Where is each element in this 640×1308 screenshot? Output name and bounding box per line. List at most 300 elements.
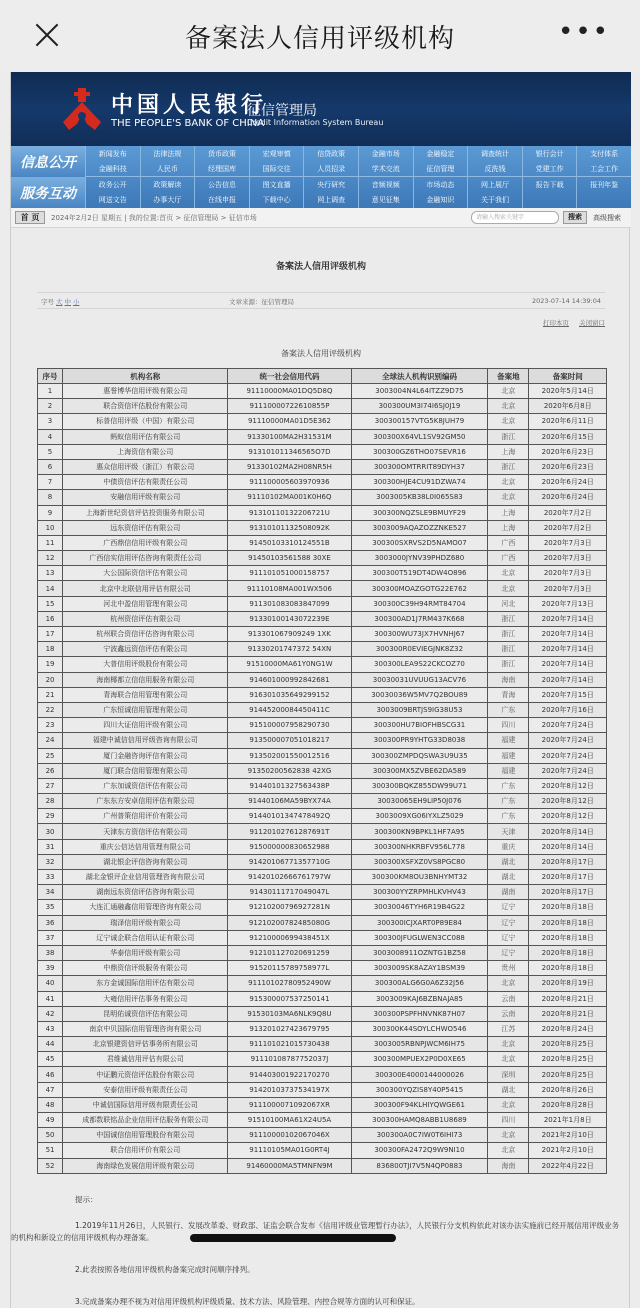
nav-item[interactable]: 新闻发布 [85, 146, 140, 161]
cell-credit-code: 914601000992842681 [228, 672, 351, 687]
cell-index: 35 [38, 900, 63, 915]
article-title: 备案法人信用评级机构 [275, 262, 366, 272]
cell-lei: 30030065EH9LIP50J076 [351, 794, 488, 809]
cell-date: 2020年8月18日 [529, 915, 607, 930]
cell-location: 广东 [488, 702, 529, 717]
cell-location: 北京 [488, 976, 529, 991]
cell-lei: 300300E4000144000026 [351, 1067, 488, 1082]
cell-name: 福建中诚信信用评级咨询有限公司 [63, 733, 228, 748]
header-date: 备案时间 [529, 369, 607, 384]
cell-index: 51 [38, 1143, 63, 1158]
nav-item[interactable]: 办事大厅 [140, 192, 195, 208]
cell-name: 辽宁诚企联合信用认证有限公司 [63, 930, 228, 945]
cell-credit-code: 915300007537250141 [228, 991, 351, 1006]
nav-item[interactable]: 网送文告 [85, 192, 140, 208]
cell-date: 2020年8月18日 [529, 961, 607, 976]
article-meta [37, 292, 605, 309]
cell-location: 浙江 [488, 657, 529, 672]
cell-name: 成都数联铭品企业信用评估服务有限公司 [63, 1113, 228, 1128]
cell-credit-code: 91120102761287691T [228, 824, 351, 839]
cell-lei: 300300HJE4CU91DZWA74 [351, 475, 488, 490]
cell-location: 重庆 [488, 839, 529, 854]
cell-lei: 300300ICJXART0P89E84 [351, 915, 488, 930]
cell-date: 2020年7月14日 [529, 642, 607, 657]
cell-date: 2020年7月14日 [529, 657, 607, 672]
cell-date: 2020年7月3日 [529, 551, 607, 566]
home-indicator [190, 1234, 396, 1242]
cell-location: 北京 [488, 566, 529, 581]
cell-credit-code: 91440106MA59BYX74A [228, 794, 351, 809]
cell-lei: 300300MX5ZVBE62DA589 [351, 763, 488, 778]
cell-index: 49 [38, 1113, 63, 1128]
cell-name: 大雍信用评估事务有限公司 [63, 991, 228, 1006]
table-row [38, 1052, 607, 1067]
table-row [38, 718, 607, 733]
table-row [38, 399, 607, 414]
cell-location: 福建 [488, 763, 529, 778]
header-index: 序号 [38, 369, 63, 384]
cell-name: 昆明佑诚资信评估有限公司 [63, 1006, 228, 1021]
cell-date: 2020年7月16日 [529, 702, 607, 717]
cell-name: 杭州联合资信评估咨询有限公司 [63, 627, 228, 642]
cell-location: 北京 [488, 475, 529, 490]
cell-location: 贵州 [488, 961, 529, 976]
cell-date: 2020年6月24日 [529, 475, 607, 490]
cell-name: 中鼎资信评级服务有限公司 [63, 961, 228, 976]
table-row [38, 459, 607, 474]
nav-item[interactable]: 党建工作 [522, 161, 577, 177]
bank-name-en: THE PEOPLE'S BANK OF CHINA [111, 118, 265, 129]
table-row [38, 961, 607, 976]
header-lei: 全球法人机构识别编码 [351, 369, 488, 384]
cell-index: 42 [38, 1006, 63, 1021]
nav-item[interactable]: 人员招录 [303, 161, 358, 177]
cell-lei: 300300ZMPDQSWA3U9U35 [351, 748, 488, 763]
nav-item[interactable]: 网上展厅 [467, 177, 522, 192]
cell-credit-code: 91445200084450411C [228, 702, 351, 717]
nav-item[interactable]: 调查统计 [467, 146, 522, 161]
cell-index: 40 [38, 976, 63, 991]
cell-credit-code: 91420102666761797W [228, 870, 351, 885]
cell-credit-code: 91450103561588 30XE [228, 551, 351, 566]
cell-location: 天津 [488, 824, 529, 839]
cell-name: 大连汇通融鑫信用管理咨询有限公司 [63, 900, 228, 915]
cell-lei: 3003004N4L64ITZZ9D75 [351, 384, 488, 399]
cell-date: 2020年6月11日 [529, 414, 607, 429]
cell-credit-code: 91520115789758977L [228, 961, 351, 976]
cell-name: 中证鹏元资信评估股份有限公司 [63, 1067, 228, 1082]
note-item: 1.2019年11月26日，人民银行、发展改革委、财政部、证监会联合发布《信用评级业管理暂行办法》，人民银行分支机构依此对该办法实施前已经开展信用评级业务的机构和新设立的信用评级机构办理备案。 [11, 1221, 620, 1242]
font-size-label: 字号 [41, 298, 54, 306]
cell-index: 10 [38, 520, 63, 535]
table-row [38, 444, 607, 459]
cell-date: 2020年8月21日 [529, 991, 607, 1006]
cell-location: 浙江 [488, 459, 529, 474]
table-row [38, 414, 607, 429]
cell-index: 25 [38, 748, 63, 763]
cell-credit-code: 911301083083847099 [228, 596, 351, 611]
nav-item[interactable]: 金融知识 [413, 192, 468, 208]
cell-credit-code: 913301067909249 1XK [228, 627, 351, 642]
cell-index: 38 [38, 945, 63, 960]
cell-index: 32 [38, 854, 63, 869]
cell-date: 2020年8月21日 [529, 1006, 607, 1021]
cell-lei: 300300NQZSLE9BMUYF29 [351, 505, 488, 520]
nav-item[interactable]: 经理国库 [194, 161, 249, 177]
cell-index: 17 [38, 627, 63, 642]
search-button[interactable]: 搜索 [563, 211, 587, 224]
cell-name: 四川大证信用评级有限公司 [63, 718, 228, 733]
table-row [38, 687, 607, 702]
table-row [38, 1113, 607, 1128]
cell-name: 蚂蚁信用评估有限公司 [63, 429, 228, 444]
cell-index: 52 [38, 1158, 63, 1173]
cell-index: 6 [38, 459, 63, 474]
cell-lei: 300300T519DT4DW4O896 [351, 566, 488, 581]
nav-item[interactable]: 市场动态 [413, 177, 468, 192]
cell-name: 河北中盈信用管理有限公司 [63, 596, 228, 611]
cell-date: 2020年8月18日 [529, 930, 607, 945]
cell-credit-code: 91420103737534197X [228, 1082, 351, 1097]
cell-location: 江苏 [488, 1021, 529, 1036]
cell-credit-code: 913502001550012516 [228, 748, 351, 763]
cell-location: 深圳 [488, 1067, 529, 1082]
nav-item[interactable]: 央行研究 [303, 177, 358, 192]
cell-index: 14 [38, 581, 63, 596]
cell-location: 浙江 [488, 429, 529, 444]
cell-name: 广东恒诚信用管理有限公司 [63, 702, 228, 717]
cell-index: 13 [38, 566, 63, 581]
table-row [38, 1097, 607, 1112]
cell-index: 30 [38, 824, 63, 839]
table-row [38, 794, 607, 809]
cell-index: 27 [38, 778, 63, 793]
table-row [38, 1037, 607, 1052]
cell-credit-code: 91110102780952490W [228, 976, 351, 991]
cell-location: 北京 [488, 490, 529, 505]
cell-credit-code: 91350200562838 42XG [228, 763, 351, 778]
cell-index: 15 [38, 596, 63, 611]
cell-name: 广西鼎信信用评级有限公司 [63, 535, 228, 550]
cell-location: 北京 [488, 1128, 529, 1143]
cell-date: 2020年6月8日 [529, 399, 607, 414]
cell-date: 2021年2月10日 [529, 1128, 607, 1143]
cell-lei: 300300HU7BIOFHBSCG31 [351, 718, 488, 733]
table-row [38, 642, 607, 657]
nav-item[interactable]: 公告信息 [194, 177, 249, 192]
cell-name: 杭州资信评估有限公司 [63, 611, 228, 626]
cell-index: 1 [38, 384, 63, 399]
nav-items [85, 146, 631, 177]
cell-credit-code: 91440101327563438P [228, 778, 351, 793]
cell-location: 湖南 [488, 885, 529, 900]
site-banner [11, 72, 631, 146]
cell-date: 2020年8月18日 [529, 945, 607, 960]
cell-lei: 300300ALG6G0A6Z32J56 [351, 976, 488, 991]
cell-date: 2020年7月24日 [529, 733, 607, 748]
cell-index: 18 [38, 642, 63, 657]
cell-index: 31 [38, 839, 63, 854]
cell-credit-code: 91110000722610855P [228, 399, 351, 414]
cell-credit-code: 91420106771357710G [228, 854, 351, 869]
nav-items [85, 177, 631, 208]
cell-lei: 3003009KAJ6BZBNAJA85 [351, 991, 488, 1006]
header-location: 备案地 [488, 369, 529, 384]
cell-credit-code: 91110000102067046X [228, 1128, 351, 1143]
cell-lei: 300300F94KLHIYQWGE61 [351, 1097, 488, 1112]
cell-name: 天津东方资信评估有限公司 [63, 824, 228, 839]
table-row [38, 870, 607, 885]
nav-item[interactable]: 法律法规 [140, 146, 195, 161]
font-size-control [41, 297, 80, 306]
cell-name: 大普信用评级股份有限公司 [63, 657, 228, 672]
cell-location: 青海 [488, 687, 529, 702]
cell-date: 2020年8月17日 [529, 885, 607, 900]
cell-lei: 300300UM3I74I6SJ0J19 [351, 399, 488, 414]
header-name: 机构名称 [63, 369, 228, 384]
cell-lei: 300300XSFXZ0VS8PGC80 [351, 854, 488, 869]
nav-item[interactable]: 下载中心 [249, 192, 304, 208]
cell-credit-code: 91210200782485080G [228, 915, 351, 930]
nav-item[interactable]: 银行会计 [522, 146, 577, 161]
more-icon[interactable]: ••• [557, 17, 610, 47]
cell-index: 39 [38, 961, 63, 976]
nav-item[interactable]: 图文直播 [249, 177, 304, 192]
breadcrumb-bar [11, 208, 631, 228]
cell-date: 2020年8月17日 [529, 870, 607, 885]
cell-name: 北京中北联信用评估有限公司 [63, 581, 228, 596]
cell-location: 北京 [488, 1052, 529, 1067]
font-size-large[interactable]: 大 [56, 298, 63, 306]
cell-index: 29 [38, 809, 63, 824]
cell-index: 12 [38, 551, 63, 566]
nav-group-title[interactable]: 信息公开 [11, 146, 85, 177]
cell-lei: 3003009BRTJS9IG38U53 [351, 702, 488, 717]
cell-index: 8 [38, 490, 63, 505]
table-row [38, 535, 607, 550]
table-row [38, 1006, 607, 1021]
nav-item[interactable]: 人民币 [140, 161, 195, 177]
table-row [38, 672, 607, 687]
table-row [38, 839, 607, 854]
cell-credit-code: 91530103MA6NLK9Q8U [228, 1006, 351, 1021]
cell-index: 19 [38, 657, 63, 672]
cell-location: 海南 [488, 1158, 529, 1173]
cell-credit-code: 914403001922170270 [228, 1067, 351, 1082]
nav-item[interactable]: 金融科技 [85, 161, 140, 177]
nav-item[interactable]: 音频视频 [358, 177, 413, 192]
table-row [38, 763, 607, 778]
table-row [38, 900, 607, 915]
nav-item[interactable]: 支付体系 [576, 146, 631, 161]
cell-lei: 30030031UVUUG13ACV76 [351, 672, 488, 687]
cell-name: 君维诚信用评估有限公司 [63, 1052, 228, 1067]
cell-name: 东方金诚国际信用评估有限公司 [63, 976, 228, 991]
cell-name: 宁波鑫远资信评估有限公司 [63, 642, 228, 657]
cell-location: 海南 [488, 672, 529, 687]
article-timestamp: 2023-07-14 14:39:04 [531, 297, 601, 305]
nav-item[interactable]: 在线申报 [194, 192, 249, 208]
cell-index: 47 [38, 1082, 63, 1097]
cell-name: 北京银建资信评估事务所有限公司 [63, 1037, 228, 1052]
cell-index: 36 [38, 915, 63, 930]
cell-name: 南京中贝国际信用管理咨询有限公司 [63, 1021, 228, 1036]
cell-name: 中诚信国际信用评级有限责任公司 [63, 1097, 228, 1112]
cell-date: 2020年6月15日 [529, 429, 607, 444]
font-size-small[interactable]: 小 [73, 298, 80, 306]
cell-lei: 300300KN9BPKL1HF7A95 [351, 824, 488, 839]
cell-date: 2020年5月14日 [529, 384, 607, 399]
cell-name: 惠誉博华信用评级有限公司 [63, 384, 228, 399]
cell-credit-code: 91110108MA001WX506 [228, 581, 351, 596]
table-header-row [38, 369, 607, 384]
table-row [38, 1158, 607, 1173]
cell-location: 辽宁 [488, 915, 529, 930]
table-row [38, 627, 607, 642]
home-button[interactable]: 首 页 [15, 211, 45, 224]
font-size-medium[interactable]: 中 [64, 298, 71, 306]
table-row [38, 1082, 607, 1097]
cell-location: 河北 [488, 596, 529, 611]
cell-lei: 300300SXRVS2D5NAMO07 [351, 535, 488, 550]
cell-index: 9 [38, 505, 63, 520]
cell-index: 34 [38, 885, 63, 900]
nav-item[interactable] [522, 192, 577, 208]
cell-index: 44 [38, 1037, 63, 1052]
cell-lei: 300300BQKZ855DW99U71 [351, 778, 488, 793]
table-row [38, 733, 607, 748]
cell-index: 33 [38, 870, 63, 885]
cell-date: 2020年8月25日 [529, 1067, 607, 1082]
nav-item[interactable]: 国际交往 [249, 161, 304, 177]
table-row [38, 657, 607, 672]
cell-index: 20 [38, 672, 63, 687]
cell-location: 北京 [488, 1143, 529, 1158]
cell-credit-code: 91110102MA001K0H6Q [228, 490, 351, 505]
cell-name: 联合资信评估股份有限公司 [63, 399, 228, 414]
cell-date: 2020年8月19日 [529, 976, 607, 991]
print-link[interactable]: 打印本页 [542, 319, 569, 327]
cell-credit-code: 91510100MA61X24U5A [228, 1113, 351, 1128]
nav-item[interactable]: 政务公开 [85, 177, 140, 192]
cell-index: 37 [38, 930, 63, 945]
cell-index: 23 [38, 718, 63, 733]
table-row [38, 551, 607, 566]
cell-date: 2020年7月14日 [529, 672, 607, 687]
nav-item[interactable]: 网上调查 [303, 192, 358, 208]
cell-lei: 300300YQZIS8Y40P5415 [351, 1082, 488, 1097]
nav-item[interactable]: 反洗钱 [467, 161, 522, 177]
cell-credit-code: 912101127020691259 [228, 945, 351, 960]
nav-item[interactable]: 金融市场 [358, 146, 413, 161]
cell-name: 标普信用评级（中国）有限公司 [63, 414, 228, 429]
cell-location: 辽宁 [488, 930, 529, 945]
cell-lei: 30030046TYH6R19B4G22 [351, 900, 488, 915]
cell-index: 22 [38, 702, 63, 717]
cell-location: 四川 [488, 1113, 529, 1128]
nav-item[interactable] [576, 192, 631, 208]
nav-item[interactable]: 宏观审慎 [249, 146, 304, 161]
nav-group-title[interactable]: 服务互动 [11, 177, 85, 208]
table-row [38, 505, 607, 520]
close-icon[interactable] [30, 18, 64, 52]
cell-date: 2020年8月14日 [529, 839, 607, 854]
close-window-link[interactable]: 关闭窗口 [579, 319, 605, 327]
cell-lei: 300300MPUEX2P0D0XE65 [351, 1052, 488, 1067]
nav-item[interactable]: 金融稳定 [413, 146, 468, 161]
nav-item[interactable]: 政策解读 [140, 177, 195, 192]
cell-name: 华泰信用评级有限公司 [63, 945, 228, 960]
cell-lei: 300300WU73JX7HVNHJ67 [351, 627, 488, 642]
nav-group-info [11, 146, 631, 177]
cell-name: 瑞泽信用评级有限公司 [63, 915, 228, 930]
nav-item[interactable]: 征信管理 [413, 161, 468, 177]
cell-lei: 300300K44SOYLCHWO546 [351, 1021, 488, 1036]
nav-item[interactable]: 报告下载 [522, 177, 577, 192]
table-row [38, 809, 607, 824]
nav-item[interactable]: 报刊年鉴 [576, 177, 631, 192]
bureau-name-en: Credit Information System Bureau [247, 118, 384, 127]
cell-lei: 300300AD1J7RM437K668 [351, 611, 488, 626]
table-title: 备案法人信用评级机构 [281, 349, 361, 358]
cell-name: 湖南远东资信评估咨询有限公司 [63, 885, 228, 900]
table-row [38, 854, 607, 869]
cell-index: 26 [38, 763, 63, 778]
article-source: 文章来源：征信管理局 [229, 298, 294, 306]
table-row [38, 596, 607, 611]
cell-credit-code: 91110105MA01G0RT4J [228, 1143, 351, 1158]
nav-item[interactable]: 货币政策 [194, 146, 249, 161]
cell-credit-code: 911100005603970936 [228, 475, 351, 490]
search-input[interactable]: 请输入搜索关键字 [471, 211, 559, 224]
cell-credit-code: 911101021015730438 [228, 1037, 351, 1052]
cell-lei: 300300PSPFHNVNK87H07 [351, 1006, 488, 1021]
table-row [38, 429, 607, 444]
cell-credit-code: 91210200796927281N [228, 900, 351, 915]
advanced-search-link[interactable]: 高级搜索 [593, 214, 621, 222]
table-row [38, 566, 607, 581]
cell-name: 厦门金融咨询评信有限公司 [63, 748, 228, 763]
cell-name: 广东东方安卓信用评估有限公司 [63, 794, 228, 809]
cell-credit-code: 91330102MA2H08NR5H [228, 459, 351, 474]
cell-lei: 300300157VTG5K8JUH79 [351, 414, 488, 429]
cell-date: 2020年7月3日 [529, 535, 607, 550]
nav-item[interactable]: 意见征集 [358, 192, 413, 208]
table-row [38, 1143, 607, 1158]
cell-name: 广州普策信用评价有限公司 [63, 809, 228, 824]
nav-item[interactable]: 关于我们 [467, 192, 522, 208]
cell-location: 上海 [488, 505, 529, 520]
nav-item[interactable]: 学术交流 [358, 161, 413, 177]
cell-credit-code: 91110108787752037J [228, 1052, 351, 1067]
nav-item[interactable]: 工会工作 [576, 161, 631, 177]
cell-name: 上海新世纪资信评估投资服务有限公司 [63, 505, 228, 520]
cell-index: 43 [38, 1021, 63, 1036]
cell-lei: 3003009XG06IYXLZ5029 [351, 809, 488, 824]
cell-date: 2020年7月15日 [529, 687, 607, 702]
cell-name: 海南椰都立信信用服务有限公司 [63, 672, 228, 687]
cell-location: 福建 [488, 733, 529, 748]
cell-location: 北京 [488, 384, 529, 399]
cell-date: 2020年6月23日 [529, 444, 607, 459]
table-row [38, 976, 607, 991]
nav-item[interactable]: 信贷政策 [303, 146, 358, 161]
main-nav [11, 146, 631, 208]
cell-credit-code: 916301035649299152 [228, 687, 351, 702]
cell-location: 广西 [488, 535, 529, 550]
table-row [38, 581, 607, 596]
cell-lei: 300300A0C7IW0T6IHI73 [351, 1128, 488, 1143]
